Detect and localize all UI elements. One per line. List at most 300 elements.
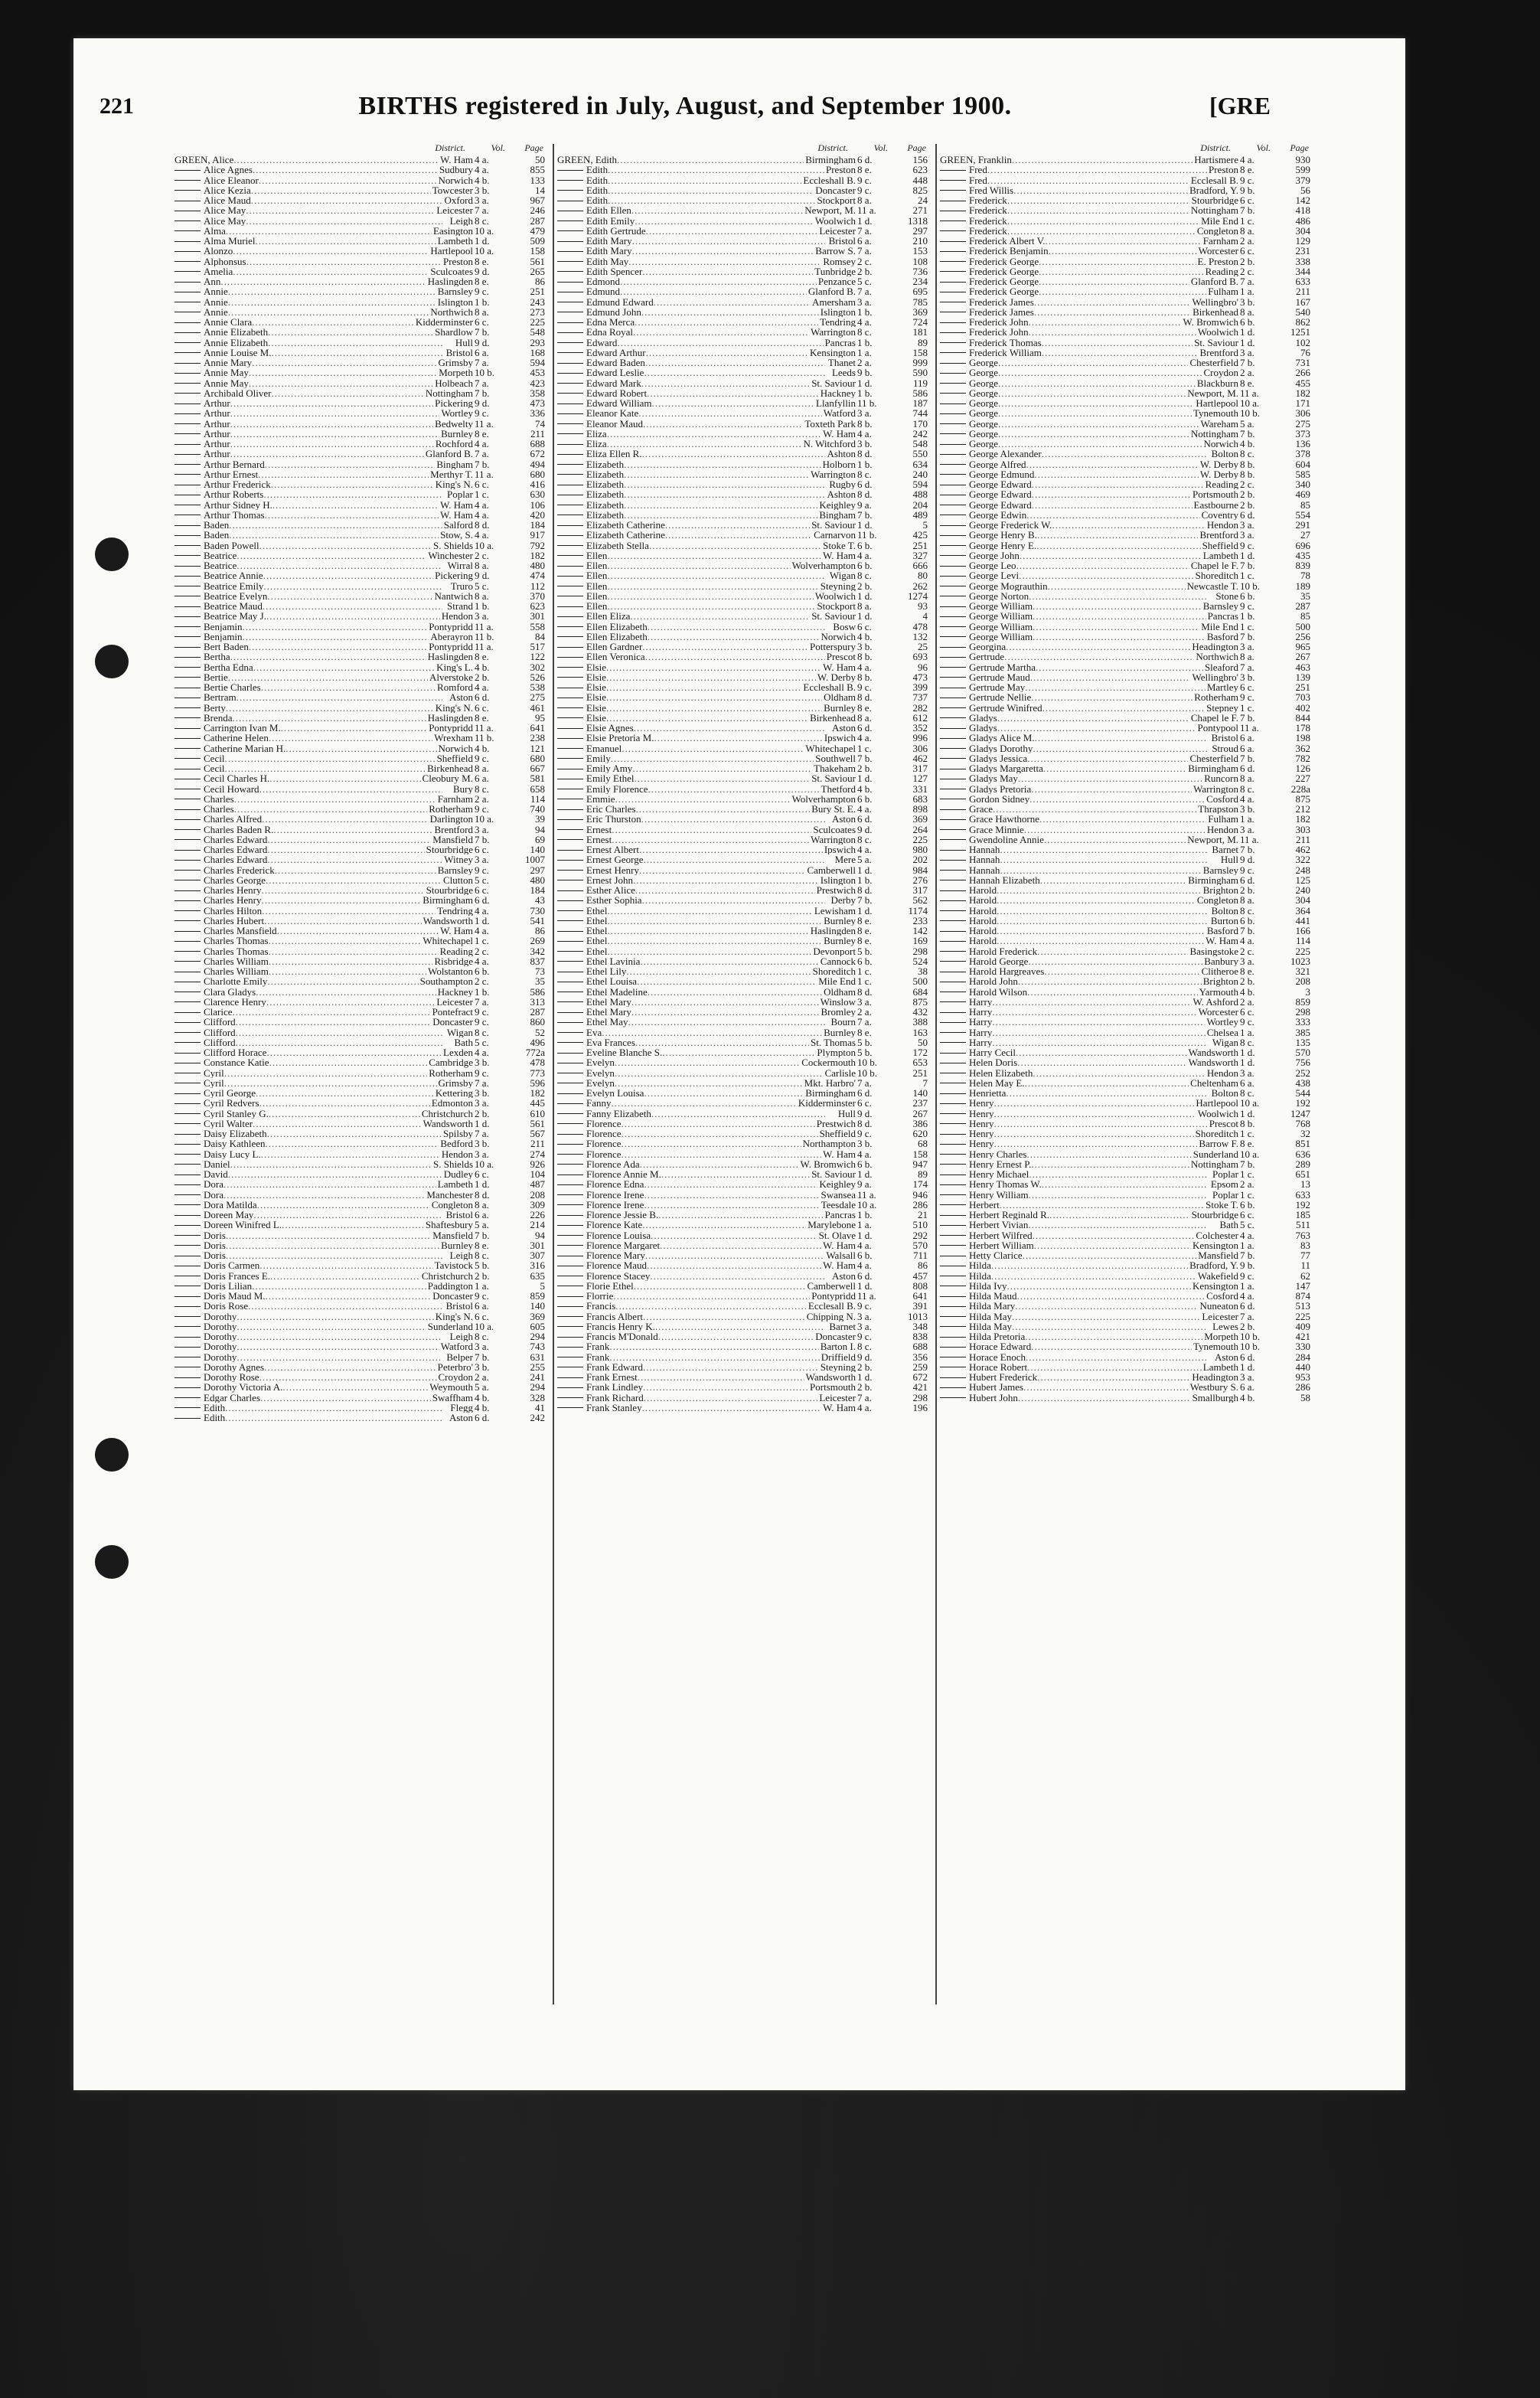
entry-forename: Emily Amy: [586, 763, 633, 774]
ditto-rule: [175, 1347, 201, 1348]
entry-forename: Elizabeth: [586, 469, 625, 479]
entry-volume: 7 b.: [1240, 428, 1255, 439]
entry-district: Norwich: [438, 743, 473, 753]
entry-name: [175, 1291, 442, 1301]
index-entry: [175, 713, 550, 723]
entry-forename: Hannah: [969, 845, 1000, 855]
entry-forename: Hannah Elizabeth: [969, 874, 1040, 885]
entry-page: 844: [1295, 712, 1310, 723]
entry-volume: 7 a.: [475, 996, 489, 1007]
entry-name: [940, 1240, 1208, 1250]
entry-district: W. Ham: [440, 155, 473, 165]
entry-name: [175, 814, 442, 824]
entry-forename: Elsie: [586, 682, 606, 693]
entry-volume: 8 e.: [475, 652, 489, 662]
entry-volume: 10 a.: [475, 1158, 494, 1169]
index-entry: [940, 703, 1315, 713]
entry-forename: Emily: [586, 753, 611, 763]
entry-name: [940, 682, 1208, 692]
entry-forename: Clifford: [204, 1027, 236, 1037]
entry-page: 7: [922, 1077, 928, 1088]
index-entry: [557, 997, 932, 1007]
entry-volume: 1 c.: [1240, 1129, 1255, 1139]
ditto-rule: [175, 850, 201, 851]
entry-district: Leigh: [449, 1331, 473, 1342]
entry-forename: Berty: [204, 702, 226, 713]
entry-page: 730: [530, 905, 545, 916]
index-entry: [557, 875, 932, 885]
index-entry: [940, 825, 1315, 835]
entry-district: W. Bromwich: [1183, 317, 1238, 328]
index-entry: [557, 895, 932, 905]
ditto-rule: [175, 1407, 201, 1408]
entry-volume: 4 a.: [475, 682, 489, 693]
index-entry: [940, 429, 1315, 439]
entry-page: 50: [535, 155, 545, 165]
entry-volume: 4 b.: [475, 1392, 490, 1403]
index-entry: [175, 1109, 550, 1119]
index-entry: [940, 946, 1315, 956]
entry-page: 5: [922, 520, 928, 531]
index-entry: [940, 672, 1315, 682]
ditto-rule: [940, 667, 966, 668]
index-entry: [557, 541, 932, 550]
entry-name: [557, 165, 825, 175]
entry-page: 859: [1295, 996, 1310, 1007]
entry-forename: Charles Thomas: [204, 946, 269, 956]
entry-forename: Hilda Pretoria: [969, 1331, 1026, 1342]
entry-name: [175, 976, 442, 986]
entry-forename: George William: [969, 611, 1033, 622]
entry-volume: 1 a.: [1240, 286, 1255, 297]
entry-forename: Hannah: [969, 854, 1000, 865]
entry-district: Woolwich: [814, 590, 856, 601]
entry-volume: 9 d.: [857, 824, 873, 835]
entry-forename: Baden Powell: [204, 540, 259, 550]
entry-volume: 3 a.: [475, 824, 489, 835]
entry-name: [175, 388, 442, 398]
entry-name: [557, 398, 825, 408]
ditto-rule: [557, 454, 583, 455]
ditto-rule: [940, 444, 966, 445]
entry-page: 11: [1300, 1260, 1310, 1271]
entry-forename: Esther Alice: [586, 885, 635, 896]
ditto-rule: [940, 1103, 966, 1104]
entry-page: 52: [535, 1027, 545, 1037]
ditto-rule: [175, 1225, 201, 1226]
ditto-rule: [940, 1113, 966, 1114]
entry-forename: George Mograuthin: [969, 580, 1048, 591]
entry-forename: Frederick: [969, 195, 1007, 206]
entry-district: Barnet: [1212, 845, 1238, 855]
ditto-rule: [175, 1377, 201, 1378]
page-header: [100, 93, 1271, 124]
entry-volume: 2 a.: [1240, 1179, 1255, 1190]
entry-page: 85: [1300, 499, 1310, 510]
entry-forename: Clarice: [204, 1007, 233, 1018]
index-entry: [940, 1017, 1315, 1027]
index-entry: [557, 1393, 932, 1403]
ditto-rule: [175, 555, 201, 556]
entry-volume: 5 b.: [475, 1260, 490, 1271]
page-number: 221: [100, 93, 134, 119]
entry-district: Worcester: [1198, 1007, 1238, 1018]
index-entry: [175, 276, 550, 286]
entry-volume: 1 d.: [1240, 327, 1255, 338]
entry-district: Winchester: [428, 550, 473, 560]
entry-forename: Hilda: [969, 1260, 991, 1271]
entry-volume: 6 d.: [857, 1270, 873, 1281]
entry-forename: Gladys: [969, 712, 997, 723]
entry-page: 170: [912, 418, 928, 429]
index-entry: [557, 976, 932, 986]
ditto-rule: [557, 910, 583, 911]
entry-name: [557, 236, 825, 246]
entry-forename: Annie May: [204, 377, 249, 388]
index-entry: [940, 591, 1315, 601]
ditto-rule: [175, 677, 201, 678]
entry-forename: Frank Lindley: [586, 1382, 644, 1393]
index-entry: [557, 1139, 932, 1148]
ditto-rule: [175, 1397, 201, 1398]
entry-district: Whitechapel: [423, 936, 473, 946]
entry-volume: 1 d.: [857, 520, 873, 531]
entry-volume: 1 b.: [857, 387, 873, 398]
entry-district: Lambeth: [437, 236, 473, 247]
entry-forename: Frank Stanley: [586, 1402, 642, 1413]
entry-volume: 7 b.: [475, 1351, 490, 1362]
entry-district: W. Ashford: [1193, 996, 1238, 1007]
ditto-rule: [175, 271, 201, 272]
index-entry: [940, 327, 1315, 337]
entry-forename: Annie Elizabeth: [204, 337, 269, 348]
entry-volume: 1 d.: [475, 1179, 490, 1190]
entry-name: [557, 713, 825, 723]
entry-district: Stroud: [1212, 743, 1238, 753]
entry-page: 327: [912, 550, 928, 560]
index-entry: [940, 713, 1315, 723]
entry-name: [175, 622, 442, 632]
entry-district: Shoreditch: [812, 966, 856, 977]
entry-name: [940, 885, 1208, 895]
entry-forename: George Alfred: [969, 459, 1026, 469]
ditto-rule: [175, 282, 201, 283]
entry-page: 225: [1295, 946, 1310, 956]
entry-volume: 1 d.: [475, 915, 490, 926]
entry-volume: 9 d.: [857, 1351, 873, 1362]
entry-name: [557, 1312, 825, 1322]
entry-volume: 8 a.: [857, 601, 872, 612]
entry-forename: Arthur Ernest: [204, 469, 259, 479]
entry-district: Wigan: [829, 570, 856, 581]
ditto-rule: [175, 383, 201, 384]
entry-volume: 7 b.: [1240, 560, 1255, 571]
ditto-rule: [175, 444, 201, 445]
entry-volume: 8 e.: [475, 428, 489, 439]
ditto-rule: [557, 920, 583, 921]
entry-volume: 8 d.: [857, 692, 873, 703]
entry-volume: 3 b.: [1240, 804, 1255, 815]
entry-page: 259: [912, 1361, 928, 1372]
entry-volume: 4 b.: [857, 631, 873, 642]
entry-name: [175, 662, 442, 672]
index-entry: [557, 1047, 932, 1057]
entry-forename: Harry: [969, 1007, 993, 1018]
index-entry: [940, 276, 1315, 286]
entry-name: [940, 773, 1208, 783]
entry-page: 275: [1295, 418, 1310, 429]
entry-forename: Cecil: [204, 753, 225, 763]
entry-district: Brentford: [434, 824, 473, 835]
entry-volume: 9 c.: [1240, 1017, 1255, 1027]
entry-district: Christchurch: [421, 1270, 473, 1281]
ditto-rule: [557, 393, 583, 394]
index-entry: [557, 1057, 932, 1067]
index-entry: [940, 1210, 1315, 1220]
index-entry: [557, 1129, 932, 1139]
entry-district: Birmingham: [423, 895, 473, 906]
entry-page: 594: [530, 358, 545, 368]
ditto-rule: [940, 251, 966, 252]
entry-name: [557, 611, 825, 621]
entry-forename: Ernest: [586, 824, 612, 835]
entry-name: [557, 358, 825, 368]
entry-page: 540: [1295, 306, 1310, 317]
entry-name: [940, 1017, 1208, 1027]
ditto-rule: [940, 931, 966, 932]
entry-forename: Hilda: [969, 1270, 991, 1281]
entry-page: 524: [912, 956, 928, 966]
index-entry: [940, 1007, 1315, 1017]
entry-district: Leicester: [819, 225, 856, 236]
entry-volume: 8 d.: [857, 489, 873, 500]
entry-district: Leeds: [831, 368, 856, 378]
entry-name: [557, 1037, 825, 1047]
entry-name: [940, 1149, 1208, 1159]
entry-district: Pancras: [1207, 611, 1238, 622]
ditto-rule: [557, 870, 583, 871]
entry-district: Runcorn: [1204, 773, 1238, 784]
entry-forename: Charles Alfred: [204, 814, 263, 825]
entry-forename: Henry: [969, 1108, 994, 1119]
index-entry: [175, 1200, 550, 1210]
index-entry: [940, 165, 1315, 175]
entry-forename: Cyril Walter: [204, 1118, 253, 1129]
entry-name: [940, 185, 1208, 195]
entry-volume: 4 a.: [857, 845, 872, 855]
ditto-rule: [940, 647, 966, 648]
entry-volume: 1 d.: [857, 905, 873, 916]
entry-name: [175, 449, 442, 459]
entry-forename: Dorothy: [204, 1351, 237, 1362]
entry-forename: Ethel Louisa: [586, 976, 638, 987]
entry-name: [557, 195, 825, 205]
entry-page: 1247: [1290, 1108, 1310, 1119]
entry-page: 500: [912, 976, 928, 987]
ditto-rule: [940, 1326, 966, 1327]
ditto-rule: [175, 636, 201, 637]
ditto-rule: [175, 474, 201, 475]
entry-page: 917: [530, 530, 545, 541]
entry-district: Aston: [449, 692, 473, 703]
entry-volume: 2 b.: [475, 1108, 490, 1119]
entry-page: 623: [912, 165, 928, 175]
column-divider: [935, 144, 937, 2004]
entry-district: Lambeth: [437, 1179, 473, 1190]
index-entry: [175, 1017, 550, 1027]
ditto-rule: [557, 545, 583, 546]
entry-page: 344: [1295, 266, 1310, 276]
entry-forename: David: [204, 1169, 228, 1180]
entry-name: [940, 276, 1208, 286]
entry-forename: Edgar Charles: [204, 1392, 261, 1403]
entry-volume: 1 b.: [475, 296, 490, 307]
entry-forename: Edna Royal: [586, 327, 634, 338]
index-entry: [175, 692, 550, 702]
index-entry: [175, 1240, 550, 1250]
entry-page: 441: [1295, 915, 1310, 926]
entry-forename: Bert Baden: [204, 642, 249, 652]
entry-page: 147: [1295, 1280, 1310, 1291]
entry-district: King's N.: [435, 1311, 473, 1322]
entry-volume: 9 c.: [857, 185, 872, 195]
entry-district: Westbury S.: [1189, 1382, 1238, 1393]
ditto-rule: [940, 566, 966, 567]
index-entry: [175, 976, 550, 986]
entry-name: [557, 1220, 825, 1230]
entry-page: 284: [1295, 1351, 1310, 1362]
entry-name: [940, 1200, 1208, 1210]
index-entry: [175, 936, 550, 946]
ditto-rule: [557, 1144, 583, 1145]
ditto-rule: [175, 819, 201, 820]
entry-volume: 1 d.: [1240, 1108, 1255, 1119]
entry-page: 231: [1295, 246, 1310, 256]
entry-volume: 8 c.: [1240, 1037, 1255, 1047]
entry-district: St. Saviour: [811, 377, 856, 388]
ditto-rule: [557, 717, 583, 718]
ditto-rule: [940, 525, 966, 526]
entry-forename: Annie Louise M.: [204, 347, 272, 358]
entry-district: Aston: [831, 814, 856, 825]
ditto-rule: [175, 251, 201, 252]
entry-name: [940, 338, 1208, 348]
entry-forename: Baden: [204, 520, 230, 531]
index-entry: [557, 378, 932, 388]
page-title: BIRTHS registered in July, August, and September 1900.: [358, 92, 1012, 120]
ditto-rule: [940, 413, 966, 414]
index-entry: [557, 500, 932, 510]
entry-page: 680: [530, 469, 545, 479]
entry-page: 182: [530, 1088, 545, 1099]
entry-page: 478: [912, 621, 928, 632]
entry-page: 965: [1295, 642, 1310, 652]
ditto-rule: [940, 545, 966, 546]
ditto-rule: [175, 900, 201, 901]
entry-forename: Alonzo: [204, 246, 233, 256]
entry-page: 166: [1295, 926, 1310, 936]
ditto-rule: [175, 1245, 201, 1246]
entry-page: 140: [530, 845, 545, 855]
entry-page: 984: [912, 864, 928, 875]
entry-district: W. Ham: [823, 1260, 856, 1271]
entry-page: 248: [1295, 864, 1310, 875]
entry-forename: Harry: [969, 1037, 993, 1047]
ditto-rule: [175, 728, 201, 729]
entry-page: 590: [912, 368, 928, 378]
entry-volume: 6 b.: [857, 540, 873, 550]
entry-name: [940, 1098, 1208, 1108]
entry-name: [940, 946, 1208, 956]
entry-name: [940, 703, 1208, 713]
entry-name: [940, 926, 1208, 936]
index-entry: [557, 489, 932, 499]
entry-district: Wirral: [447, 560, 473, 571]
entry-page: 385: [1295, 1027, 1310, 1037]
entry-name: [557, 1301, 825, 1311]
entry-forename: Gladys Jessica: [969, 753, 1028, 763]
entry-page: 181: [912, 327, 928, 338]
ditto-rule: [940, 626, 966, 627]
entry-district: Camberwell: [807, 864, 856, 875]
entry-volume: 6 c.: [475, 702, 489, 713]
entry-district: Warrington: [811, 469, 856, 479]
entry-volume: 5 c.: [857, 276, 872, 287]
entry-page: 772a: [525, 1047, 545, 1058]
ditto-rule: [557, 230, 583, 231]
entry-district: Sculcoates: [430, 266, 473, 276]
entry-name: [557, 733, 825, 743]
entry-page: 463: [1295, 662, 1310, 672]
entry-forename: Annie May: [204, 368, 249, 378]
entry-forename: Doris Maud M.: [204, 1291, 266, 1302]
entry-forename: Eleanor Maud: [586, 418, 644, 429]
entry-page: 930: [1295, 155, 1310, 165]
index-entry: [175, 1372, 550, 1382]
entry-volume: 2 c.: [475, 976, 489, 987]
entry-name: [557, 1291, 825, 1301]
entry-name: [557, 1362, 825, 1372]
entry-forename: Dora: [204, 1189, 223, 1200]
index-entry: [175, 297, 550, 307]
entry-page: 104: [530, 1169, 545, 1180]
entry-page: 743: [530, 1341, 545, 1352]
entry-name: [175, 297, 442, 307]
entry-volume: 4 a.: [475, 905, 489, 916]
index-entry: [940, 338, 1315, 348]
entry-forename: Cyril Redvers: [204, 1098, 259, 1109]
entry-district: Aston: [449, 1413, 473, 1423]
entry-page: 838: [912, 1331, 928, 1342]
entry-name: [175, 439, 442, 449]
entry-district: Poplar: [447, 489, 473, 500]
entry-volume: 8 a.: [1240, 895, 1255, 906]
entry-name: [940, 662, 1208, 672]
entry-district: Sheffield: [819, 1129, 856, 1139]
entry-volume: 9 c.: [857, 1331, 872, 1342]
ditto-rule: [940, 241, 966, 242]
entry-forename: Frederick James: [969, 306, 1034, 317]
entry-page: 241: [530, 1372, 545, 1383]
entry-name: [175, 773, 442, 783]
index-entry: [175, 560, 550, 570]
entry-volume: 10 a.: [475, 246, 494, 256]
entry-page: 234: [912, 276, 928, 287]
entry-district: Belper: [446, 1351, 473, 1362]
index-entry: [175, 926, 550, 936]
entry-volume: 9 d.: [475, 570, 490, 581]
entry-forename: Edith: [586, 185, 608, 195]
